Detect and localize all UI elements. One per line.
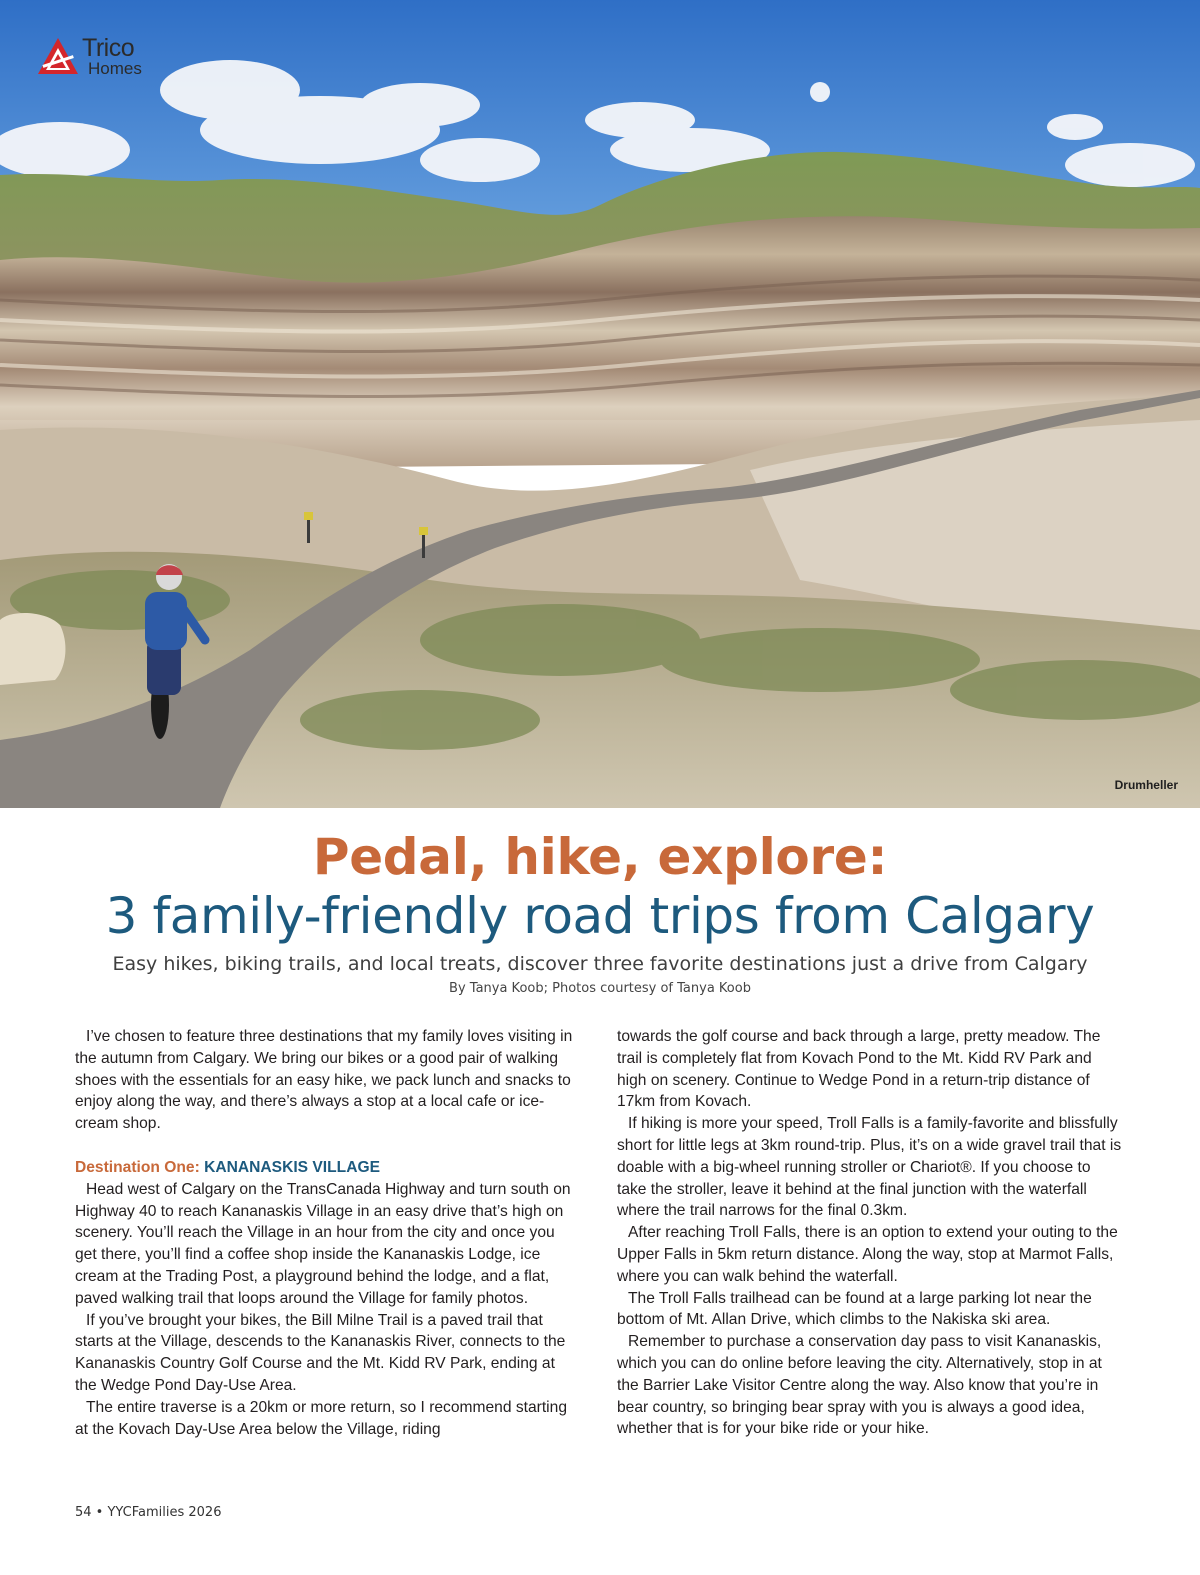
body-paragraph: If hiking is more your speed, Troll Falls is a family-favorite and blissfully short for little legs at 3km round-trip. Plus, it’s on a wide gravel trail that is doable with a big-wheel running stroller or Chariot®. If you choose to take the stroller, leave it behind at the final junction with the waterfall where the trail narrows for the final 0.3km.: [617, 1115, 1122, 1220]
trico-homes-logo: [36, 34, 196, 82]
body-paragraph: After reaching Troll Falls, there is an option to extend your outing to the Upper Falls in 5km return distance. Along the way, stop at Marmot Falls, where you can walk behind the waterfall.: [617, 1224, 1118, 1285]
body-paragraph: The Troll Falls trailhead can be found at a large parking lot near the bottom of Mt. Allan Drive, which climbs to the Nakiska ski area.: [617, 1289, 1092, 1329]
article-title-line2: 3 family-friendly road trips from Calgary: [105, 887, 1095, 945]
body-paragraph: Remember to purchase a conservation day pass to visit Kananaskis, which you can do online before leaving the city. Alternatively, stop in at the Barrier Lake Visitor Centre along the way. Also know that you’re in bear country, so bringing bear spray with you is always a good idea, whether that is for your bike ride or your hike.: [617, 1333, 1102, 1438]
destination-label: Destination One:: [75, 1158, 200, 1176]
intro-paragraph: I’ve chosen to feature three destinations that my family loves visiting in the autumn from Calgary. We bring our bikes or a good pair of walking shoes with the essentials for an easy hike, we pack lunch and snacks to enjoy along the way, and there’s always a stop at a local cafe or ice-cream shop.: [75, 1028, 573, 1133]
photo-caption: Drumheller: [1114, 778, 1178, 792]
body-column-left: [75, 1026, 577, 1440]
body-paragraph: towards the golf course and back through a large, pretty meadow. The trail is completely flat from Kovach Pond to the Mt. Kidd RV Park and high on scenery. Continue to Wedge Pond in a return-trip distance of 17km from Kovach.: [617, 1028, 1101, 1111]
article-subtitle: Easy hikes, biking trails, and local treats, discover three favorite destinations just a drive from Calgary: [112, 953, 1088, 975]
body-paragraph: Head west of Calgary on the TransCanada Highway and turn south on Highway 40 to reach Kananaskis Village in an easy drive that’s high on scenery. You’ll reach the Village in an hour from the city and once you get there, you’ll find a coffee shop inside the Kananaskis Lodge, ice cream at the Trading Post, a playground behind the lodge, and a flat, paved walking trail that loops around the Village for family photos.: [75, 1180, 571, 1307]
trico-logo-icon: [36, 36, 80, 76]
destination-name: KANANASKIS VILLAGE: [204, 1158, 380, 1176]
body-column-right: [617, 1026, 1123, 1440]
page-footer: 54 • YYCFamilies 2026: [75, 1505, 222, 1520]
destination-heading: [75, 1157, 577, 1179]
logo-wordmark: Trico: [82, 34, 135, 62]
logo-subtext: Homes: [88, 59, 142, 78]
body-paragraph: The entire traverse is a 20km or more return, so I recommend starting at the Kovach Day-Use Area below the Village, riding: [75, 1398, 567, 1438]
article-byline: By Tanya Koob; Photos courtesy of Tanya Koob: [449, 981, 751, 996]
article-title-line1: Pedal, hike, explore:: [312, 828, 888, 886]
body-paragraph: If you’ve brought your bikes, the Bill Milne Trail is a paved trail that starts at the Village, descends to the Kananaskis River, connects to the Kananaskis Country Golf Course and the Mt. Kidd RV Park, ending at the Wedge Pond Day-Use Area.: [75, 1311, 566, 1394]
